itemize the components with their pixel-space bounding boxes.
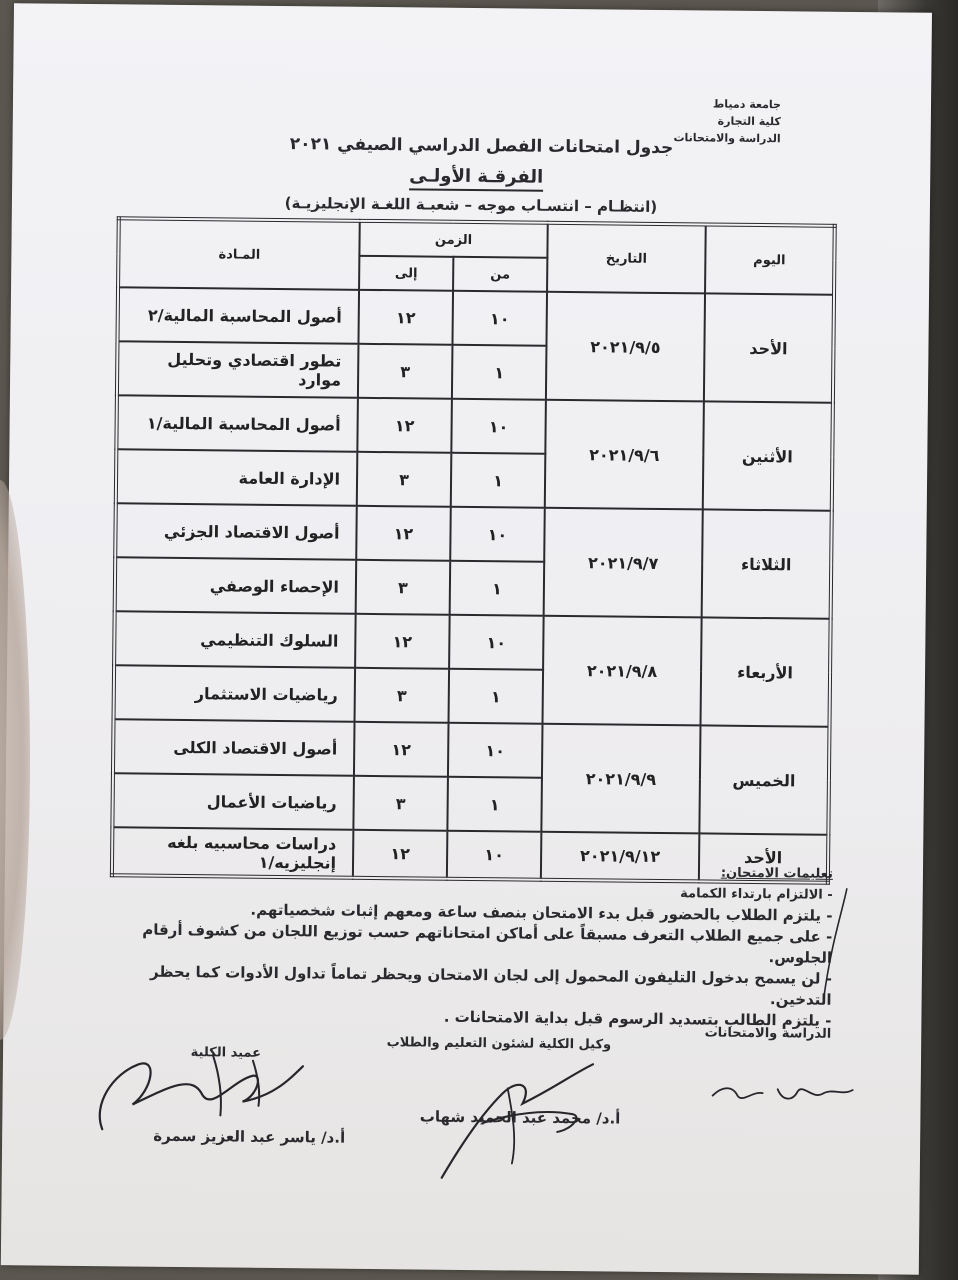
table-row xyxy=(113,719,830,780)
to-cell: ٣ xyxy=(356,560,451,615)
division-title: (انتظـام – انتسـاب موجه – شعبـة اللغـة الإنجليزيـة) xyxy=(284,194,658,216)
subject-cell: الإحصاء الوصفي xyxy=(115,557,357,614)
subject-cell: أصول الاقتصاد الكلى xyxy=(113,719,355,776)
subject-cell: الإدارة العامة xyxy=(116,449,358,506)
table-row xyxy=(114,611,831,672)
subject-cell: أصول المحاسبة المالية/١ xyxy=(116,395,358,452)
day-cell: الأثنين xyxy=(703,401,833,510)
exam-schedule-table xyxy=(110,216,837,885)
header-from: من xyxy=(453,257,547,292)
university-name: جامعة دمياط xyxy=(712,97,782,112)
from-cell: ١ xyxy=(451,453,546,508)
subject-cell: رياضيات الاستثمار xyxy=(114,665,356,722)
faculty-name: كلية التجارة xyxy=(717,114,781,129)
header-day: اليوم xyxy=(705,224,835,294)
day-cell: الخميس xyxy=(699,725,829,834)
table-row xyxy=(116,395,833,456)
date-cell: ٢٠٢١/٩/٦ xyxy=(545,400,704,510)
subject-cell: أصول الاقتصاد الجزئي xyxy=(115,503,357,560)
from-cell: ١٠ xyxy=(450,507,545,562)
subject-cell: دراسات محاسبيه بلغه إنجليزيه/١ xyxy=(112,827,353,878)
to-cell: ٣ xyxy=(355,668,450,723)
dean-title: عميد الكلية xyxy=(190,1045,262,1061)
from-cell: ١٠ xyxy=(449,615,544,670)
from-cell: ١ xyxy=(450,561,545,616)
to-cell: ٣ xyxy=(357,452,452,507)
header-subject: المـادة xyxy=(118,218,360,290)
to-cell: ١٢ xyxy=(354,722,449,777)
to-cell: ٣ xyxy=(358,344,453,399)
date-cell: ٢٠٢١/٩/٩ xyxy=(541,724,700,834)
from-cell: ١ xyxy=(452,345,547,400)
schedule-title: جدول امتحانات الفصل الدراسي الصيفي ٢٠٢١ xyxy=(289,134,674,159)
day-cell: الأحد xyxy=(699,833,828,882)
margin-pen-mark xyxy=(816,884,857,1004)
instruction-item: - على جميع الطلاب التعرف مسبقاً على أماكن امتحاناتهم حسب توزيع اللجان من كشوف أرقام الجلوس. xyxy=(142,920,833,967)
to-cell: ١٢ xyxy=(356,506,451,561)
header-time: الزمن xyxy=(359,221,547,258)
dean-name: أ.د/ ياسر عبد العزيز سمرة xyxy=(153,1126,346,1147)
to-cell: ١٢ xyxy=(358,290,453,345)
date-cell: ٢٠٢١/٩/١٢ xyxy=(541,832,699,882)
date-cell: ٢٠٢١/٩/٧ xyxy=(544,508,703,618)
department-name: الدراسة والامتحانات xyxy=(673,131,781,146)
instructions-title: تعليمات الامتحان: xyxy=(720,865,834,882)
header-to: إلى xyxy=(359,256,453,291)
to-cell: ١٢ xyxy=(353,830,447,879)
instruction-item: - لن يسمح بدخول التليفون المحمول إلى لجان الامتحان ويحظر تماماً تداول الأدوات كما يحظر التدخين. xyxy=(149,962,832,1009)
table-row xyxy=(117,287,834,348)
date-cell: ٢٠٢١/٩/٨ xyxy=(543,616,702,726)
to-cell: ٣ xyxy=(353,776,448,831)
level-title xyxy=(12,161,930,192)
dean-handwritten-signature xyxy=(82,1034,313,1146)
from-cell: ١٠ xyxy=(452,291,547,346)
date-cell: ٢٠٢١/٩/٥ xyxy=(546,292,705,402)
exam-instructions xyxy=(111,856,833,1032)
from-cell: ١٠ xyxy=(451,399,546,454)
instruction-item: - الالتزام بارتداء الكمامة xyxy=(680,886,833,903)
subject-cell: السلوك التنظيمي xyxy=(114,611,356,668)
exam-schedule-sheet xyxy=(1,3,932,1275)
to-cell: ١٢ xyxy=(357,398,452,453)
vice-dean-name: أ.د/ محمد عبد الحميد شهاب xyxy=(419,1107,621,1128)
vice-dean-handwritten-signature xyxy=(419,1053,623,1185)
from-cell: ١٠ xyxy=(447,831,541,880)
day-cell: الثلاثاء xyxy=(702,509,832,618)
to-cell: ١٢ xyxy=(355,614,450,669)
instruction-item: - يلتزم الطلاب بالحضور قبل بدء الامتحان بنصف ساعة ومعهم إثبات شخصياتهم. xyxy=(250,900,833,925)
subject-cell: رياضيات الأعمال xyxy=(112,773,354,830)
from-cell: ١٠ xyxy=(448,723,543,778)
table-row xyxy=(115,503,832,564)
day-cell: الأحد xyxy=(704,293,834,402)
from-cell: ١ xyxy=(447,777,542,832)
level-title-text: الفرقـة الأولـى xyxy=(409,165,543,191)
department-handwritten-signature xyxy=(702,1070,872,1112)
subject-cell: تطور اقتصادي وتحليل موارد xyxy=(117,341,359,398)
day-cell: الأربعاء xyxy=(700,617,830,726)
department-signature-title: الدراسة والامتحانات xyxy=(704,1025,832,1042)
vice-dean-title: وكيل الكلية لشئون التعليم والطلاب xyxy=(386,1035,612,1053)
document-content xyxy=(1,3,932,1275)
subject-cell: أصول المحاسبة المالية/٢ xyxy=(117,287,359,344)
from-cell: ١ xyxy=(449,669,544,724)
header-date: التاريخ xyxy=(547,223,706,294)
instruction-item: - يلتزم الطالب بتسديد الرسوم قبل بداية الامتحانات . xyxy=(443,1007,832,1030)
